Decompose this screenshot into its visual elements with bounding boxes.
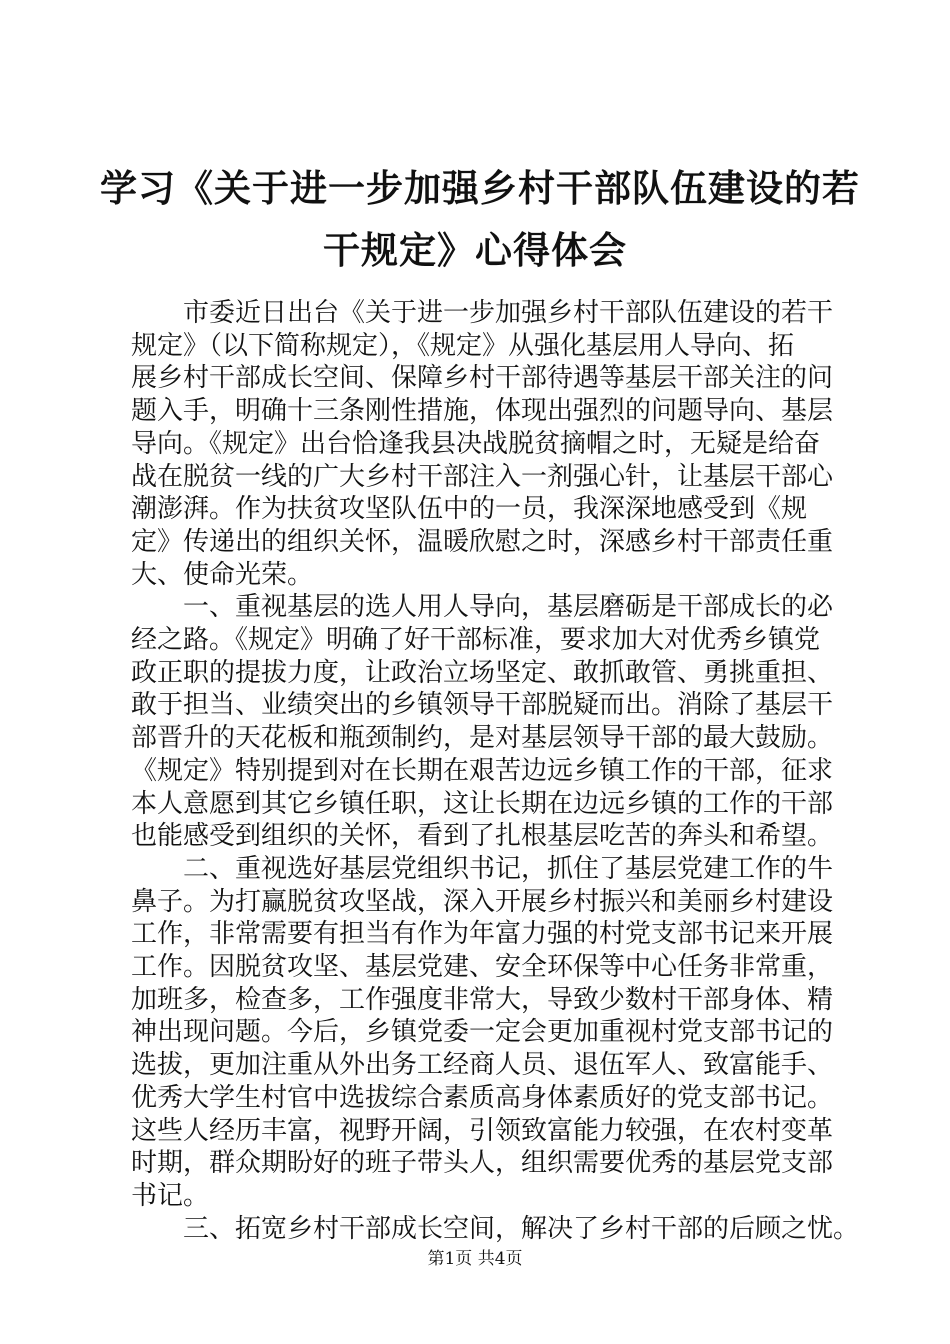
paragraph-line: 神出现问题。今后，乡镇党委一定会更加重视村党支部书记的	[131, 1017, 834, 1048]
paragraph-line: 优秀大学生村官中选拔综合素质高身体素质好的党支部书记。	[131, 1082, 834, 1113]
paragraph-line: 加班多，检查多，工作强度非常大，导致少数村干部身体、精	[131, 984, 834, 1015]
title-line-2: 干规定》心得体会	[323, 229, 627, 272]
document-title	[100, 158, 860, 282]
paragraph-line: 定》传递出的组织关怀，温暖欣慰之时，深感乡村干部责任重	[131, 526, 834, 557]
paragraph-line: 政正职的提拔力度，让政治立场坚定、敢抓敢管、勇挑重担、	[131, 657, 834, 688]
paragraph-line: 经之路。《规定》明确了好干部标准，要求加大对优秀乡镇党	[131, 625, 821, 656]
paragraph-line: 展乡村干部成长空间、保障乡村干部待遇等基层干部关注的问	[131, 363, 834, 394]
paragraph-line: 部晋升的天花板和瓶颈制约，是对基层领导干部的最大鼓励。	[131, 723, 834, 754]
paragraph-line: 战在脱贫一线的广大乡村干部注入一剂强心针，让基层干部心	[131, 461, 834, 492]
paragraph-line: 二、重视选好基层党组织书记，抓住了基层党建工作的牛	[183, 853, 834, 884]
paragraph-line: 潮澎湃。作为扶贫攻坚队伍中的一员，我深深地感受到《规	[131, 494, 808, 525]
paragraph-line: 工作，非常需要有担当有作为年富力强的村党支部书记来开展	[131, 919, 834, 950]
paragraph-line: 选拔，更加注重从外出务工经商人员、退伍军人、致富能手、	[131, 1050, 834, 1081]
paragraph-line: 《规定》特别提到对在长期在艰苦边远乡镇工作的干部，征求	[131, 755, 834, 786]
body-paragraph	[131, 297, 834, 591]
paragraph-line: 时期，群众期盼好的班子带头人，组织需要优秀的基层党支部	[131, 1148, 834, 1179]
paragraph-line: 工作。因脱贫攻坚、基层党建、安全环保等中心任务非常重，	[131, 952, 834, 983]
body-paragraph	[131, 1213, 860, 1246]
body-paragraph	[131, 591, 834, 853]
body-paragraph	[131, 853, 834, 1213]
paragraph-line: 三、拓宽乡村干部成长空间，解决了乡村干部的后顾之忧。	[183, 1213, 860, 1244]
paragraph-line: 敢于担当、业绩突出的乡镇领导干部脱疑而出。消除了基层干	[131, 690, 834, 721]
paragraph-line: 大、使命光荣。	[131, 559, 314, 590]
paragraph-line: 这些人经历丰富，视野开阔，引领致富能力较强，在农村变革	[131, 1115, 834, 1146]
title-line-1: 学习《关于进一步加强乡村干部队伍建设的若	[100, 167, 860, 210]
document-body	[131, 297, 860, 1245]
paragraph-line: 市委近日出台《关于进一步加强乡村干部队伍建设的若干	[183, 298, 834, 328]
paragraph-line: 规定》（以下简称规定），《规定》从强化基层用人导向、拓	[131, 330, 795, 361]
paragraph-line: 书记。	[131, 1180, 210, 1211]
paragraph-line: 导向。《规定》出台恰逢我县决战脱贫摘帽之时，无疑是给奋	[131, 428, 821, 459]
paragraph-line: 一、重视基层的选人用人导向，基层磨砺是干部成长的必	[183, 592, 834, 623]
paragraph-line: 本人意愿到其它乡镇任职，这让长期在边远乡镇的工作的干部	[131, 788, 834, 819]
paragraph-line: 也能感受到组织的关怀，看到了扎根基层吃苦的奔头和希望。	[131, 821, 834, 852]
paragraph-line: 鼻子。为打赢脱贫攻坚战，深入开展乡村振兴和美丽乡村建设	[131, 886, 834, 917]
paragraph-line: 题入手，明确十三条刚性措施，体现出强烈的问题导向、基层	[131, 396, 834, 427]
page-footer: 第1页 共4页	[427, 1249, 523, 1269]
